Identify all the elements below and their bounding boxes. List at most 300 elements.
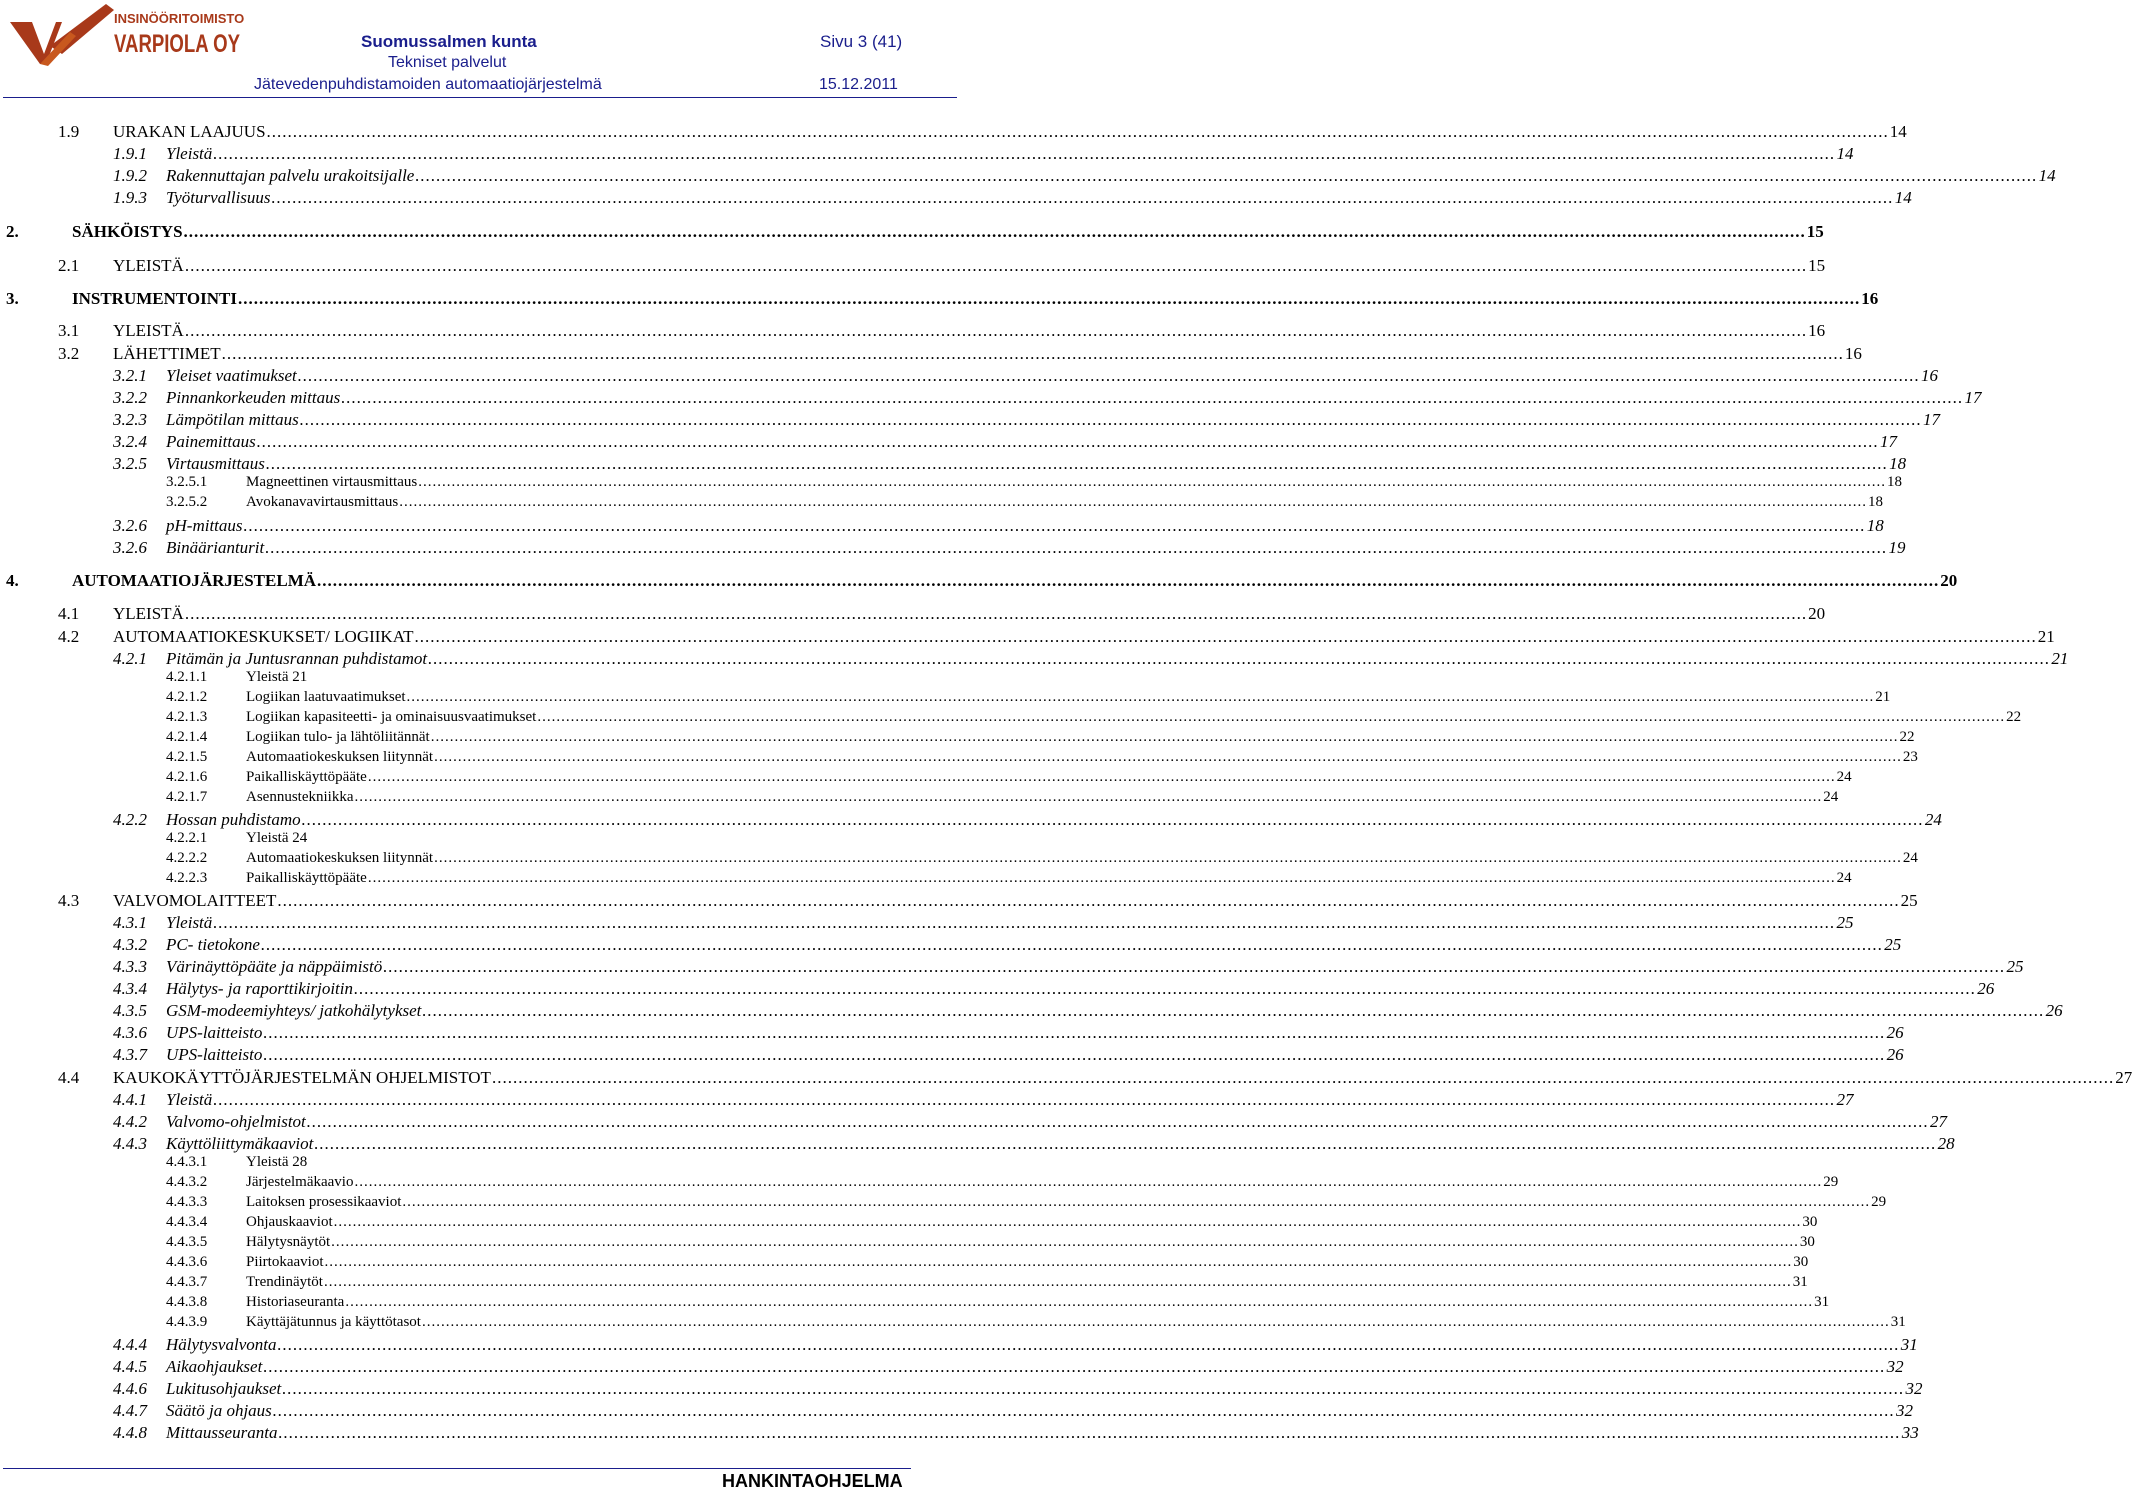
toc-entry-page: 32 xyxy=(1886,1357,1904,1376)
toc-dot-leader xyxy=(345,1294,1813,1311)
toc-dot-leader xyxy=(334,1214,1802,1231)
toc-entry-number: 1.9.2 xyxy=(113,166,147,185)
toc-entry-number: 4.4.3.3 xyxy=(166,1194,208,1210)
toc-entry[interactable] xyxy=(0,604,1826,626)
toc-entry-page: 21 xyxy=(2037,627,2055,646)
toc-entry[interactable] xyxy=(0,979,1995,1001)
toc-entry-title: Pinnankorkeuden mittaus xyxy=(166,388,341,407)
toc-entry-page: 16 xyxy=(1921,366,1939,385)
toc-entry-number: 3.1 xyxy=(58,321,80,340)
toc-entry-title: Järjestelmäkaavio xyxy=(246,1174,354,1190)
toc-entry[interactable] xyxy=(0,474,1902,496)
toc-dot-leader xyxy=(422,1314,1890,1331)
toc-dot-leader xyxy=(244,516,1866,536)
toc-entry-page: 14 xyxy=(2038,166,2056,185)
toc-entry-title: Lämpötilan mittaus xyxy=(166,410,299,429)
toc-entry[interactable] xyxy=(0,689,1891,711)
toc-entry-number: 4.3.2 xyxy=(113,935,147,954)
toc-entry-page: 26 xyxy=(1886,1045,1904,1064)
toc-entry-title: PC- tietokone xyxy=(166,935,260,954)
toc-entry-page: 31 xyxy=(1900,1335,1918,1354)
toc-entry-page: 15 xyxy=(1808,256,1826,275)
toc-entry[interactable] xyxy=(0,1154,960,1176)
toc-entry[interactable] xyxy=(0,1423,1919,1445)
toc-entry[interactable] xyxy=(0,454,1907,476)
toc-dot-leader xyxy=(185,604,1807,624)
toc-entry-number: 4.2.1.1 xyxy=(166,669,208,685)
toc-entry-page: 27 xyxy=(2115,1068,2132,1087)
toc-dot-leader xyxy=(341,388,1963,408)
toc-entry-title: INSTRUMENTOINTI xyxy=(72,289,238,308)
toc-entry[interactable] xyxy=(0,1023,1904,1045)
toc-entry[interactable] xyxy=(0,1134,1955,1156)
toc-dot-leader xyxy=(324,1274,1792,1291)
toc-entry-number: 4.4.2 xyxy=(113,1112,147,1131)
toc-entry-title: SÄHKÖISTYS xyxy=(72,222,183,241)
toc-entry-title: Piirtokaaviot xyxy=(246,1254,324,1270)
toc-dot-leader xyxy=(267,122,1889,142)
toc-entry[interactable] xyxy=(0,516,1884,538)
toc-entry-number: 4.2.1.7 xyxy=(166,789,208,805)
toc-dot-leader xyxy=(277,891,1899,911)
toc-entry-title: Hossan puhdistamo xyxy=(166,810,301,829)
toc-entry[interactable] xyxy=(0,388,1982,410)
toc-entry[interactable] xyxy=(0,494,1883,516)
toc-entry-page: 25 xyxy=(2006,957,2024,976)
toc-entry-title: Yleistä 28 xyxy=(246,1154,308,1170)
toc-entry-page: 14 xyxy=(1889,122,1907,141)
toc-entry-page: 17 xyxy=(1964,388,1982,407)
toc-entry-page: 15 xyxy=(1806,222,1824,241)
toc-entry-page: 31 xyxy=(1890,1314,1906,1330)
toc-entry[interactable] xyxy=(0,850,1918,872)
toc-entry[interactable] xyxy=(0,1001,2063,1023)
toc-entry-title: Automaatiokeskuksen liitynnät xyxy=(246,850,434,866)
toc-entry-title: Yleiset vaatimukset xyxy=(166,366,297,385)
toc-dot-leader xyxy=(298,366,1920,386)
toc-dot-leader xyxy=(418,474,1886,491)
toc-entry[interactable] xyxy=(0,789,1839,811)
toc-entry[interactable] xyxy=(0,1214,1818,1236)
toc-entry-page: 22 xyxy=(1899,729,1915,745)
toc-entry-number: 4.4.5 xyxy=(113,1357,147,1376)
toc-dot-leader xyxy=(431,729,1899,746)
toc-entry-number: 4.4.3.4 xyxy=(166,1214,208,1230)
toc-entry-page: 24 xyxy=(1924,810,1942,829)
toc-entry[interactable] xyxy=(0,289,1879,311)
toc-entry[interactable] xyxy=(0,1401,1914,1423)
toc-dot-leader xyxy=(383,957,2005,977)
toc-entry-number: 4.4.3.9 xyxy=(166,1314,208,1330)
toc-dot-leader xyxy=(434,850,1902,867)
toc-entry-title: GSM-modeemiyhteys/ jatkohälytykset xyxy=(166,1001,422,1020)
toc-entry[interactable] xyxy=(0,144,1854,166)
toc-dot-leader xyxy=(414,627,2036,647)
toc-entry[interactable] xyxy=(0,1045,1904,1067)
toc-dot-leader xyxy=(277,1335,1899,1355)
toc-entry-page: 25 xyxy=(1836,913,1854,932)
toc-entry-title: Paikalliskäyttöpääte xyxy=(246,769,367,785)
toc-entry-page: 17 xyxy=(1879,432,1897,451)
toc-entry-number: 3.2.5 xyxy=(113,454,147,473)
toc-entry-page: 20 xyxy=(1940,571,1958,590)
toc-entry-title: Asennustekniikka xyxy=(246,789,354,805)
toc-entry-page: 24 xyxy=(1823,789,1839,805)
toc-entry-number: 4.4.3.6 xyxy=(166,1254,208,1270)
toc-entry-title: Mittausseuranta xyxy=(166,1423,278,1442)
toc-entry-number: 4.4.1 xyxy=(113,1090,147,1109)
toc-entry[interactable] xyxy=(0,366,1939,388)
toc-entry[interactable] xyxy=(0,627,2055,649)
toc-entry[interactable] xyxy=(0,935,1902,957)
toc-entry-page: 24 xyxy=(1836,769,1852,785)
toc-entry-number: 4. xyxy=(6,571,19,590)
toc-entry-page: 14 xyxy=(1894,188,1912,207)
toc-entry-page: 21 xyxy=(1875,689,1891,705)
toc-entry-title: Paikalliskäyttöpääte xyxy=(246,870,367,886)
toc-dot-leader xyxy=(407,689,1875,706)
toc-entry[interactable] xyxy=(0,709,2022,731)
toc-entry[interactable] xyxy=(0,1379,1923,1401)
toc-entry-number: 4.2.1.2 xyxy=(166,689,208,705)
toc-entry[interactable] xyxy=(0,166,2056,188)
toc-entry[interactable] xyxy=(0,188,1912,210)
toc-entry[interactable] xyxy=(0,830,960,852)
department-name: Tekniset palvelut xyxy=(388,54,507,71)
toc-entry-title: YLEISTÄ xyxy=(113,256,184,275)
toc-entry-page: 27 xyxy=(1836,1090,1854,1109)
toc-dot-leader xyxy=(537,709,2005,726)
toc-entry-number: 4.2.2.1 xyxy=(166,830,208,846)
toc-entry-number: 4.3.7 xyxy=(113,1045,147,1064)
toc-entry-number: 4.3.3 xyxy=(113,957,147,976)
toc-entry-number: 4.2 xyxy=(58,627,80,646)
toc-entry-title: Yleistä xyxy=(166,913,213,932)
toc-dot-leader xyxy=(354,789,1822,806)
toc-entry-title: Logiikan laatuvaatimukset xyxy=(246,689,406,705)
toc-entry-title: Historiaseuranta xyxy=(246,1294,345,1310)
toc-entry[interactable] xyxy=(0,344,1862,366)
toc-entry-number: 4.2.1 xyxy=(113,649,147,668)
toc-entry-page: 16 xyxy=(1844,344,1862,363)
toc-entry[interactable] xyxy=(0,538,1906,560)
toc-dot-leader xyxy=(354,979,1976,999)
toc-entry-page: 25 xyxy=(1900,891,1918,910)
footer-label: HANKINTAOHJELMA xyxy=(722,1471,903,1491)
toc-entry-page: 20 xyxy=(1808,604,1826,623)
toc-entry-page: 33 xyxy=(1901,1423,1919,1442)
toc-entry-title: Logiikan tulo- ja lähtöliitännät xyxy=(246,729,430,745)
toc-entry-title: Hälytys- ja raporttikirjoitin xyxy=(166,979,353,998)
toc-entry-number: 4.1 xyxy=(58,604,80,623)
toc-entry-number: 4.4.8 xyxy=(113,1423,147,1442)
toc-dot-leader xyxy=(331,1234,1799,1251)
document-title: Jätevedenpuhdistamoiden automaatiojärjestelmä xyxy=(254,76,602,93)
toc-dot-leader xyxy=(415,166,2037,186)
toc-entry-page: 18 xyxy=(1889,454,1907,473)
toc-entry-page: 14 xyxy=(1836,144,1854,163)
toc-entry-page: 31 xyxy=(1814,1294,1830,1310)
toc-entry-title: VALVOMOLAITTEET xyxy=(113,891,277,910)
toc-entry[interactable] xyxy=(0,913,1854,935)
toc-entry[interactable] xyxy=(0,769,1852,791)
toc-entry-title: Käyttäjätunnus ja käyttötasot xyxy=(246,1314,421,1330)
toc-entry-title: Virtausmittaus xyxy=(166,454,265,473)
toc-entry-page: 23 xyxy=(1902,749,1918,765)
toc-entry-title: Logiikan kapasiteetti- ja ominaisuusvaatimukset xyxy=(246,709,537,725)
toc-entry-page: 26 xyxy=(1886,1023,1904,1042)
company-logo xyxy=(10,2,245,68)
toc-dot-leader xyxy=(278,1423,1900,1443)
toc-entry-title: AUTOMAATIOJÄRJESTELMÄ xyxy=(72,571,317,590)
svg-text:VARPIOLA OY: VARPIOLA OY xyxy=(114,30,241,58)
toc-entry-number: 3.2.5.2 xyxy=(166,494,208,510)
toc-entry-number: 4.3.5 xyxy=(113,1001,147,1020)
toc-entry[interactable] xyxy=(0,1090,1854,1112)
toc-entry[interactable] xyxy=(0,810,1942,832)
toc-entry-title: Värinäyttöpääte ja näppäimistö xyxy=(166,957,383,976)
document-date: 15.12.2011 xyxy=(819,76,898,93)
toc-entry-page: 25 xyxy=(1884,935,1902,954)
toc-entry-number: 3.2.6 xyxy=(113,538,147,557)
toc-entry-number: 3.2.5.1 xyxy=(166,474,208,490)
toc-entry-title: Rakennuttajan palvelu urakoitsijalle xyxy=(166,166,415,185)
toc-entry-title: pH-mittaus xyxy=(166,516,243,535)
footer-divider xyxy=(3,1468,911,1469)
toc-entry-title: URAKAN LAAJUUS xyxy=(113,122,266,141)
toc-entry-title: Yleistä xyxy=(166,144,213,163)
toc-dot-leader xyxy=(422,1001,2044,1021)
toc-entry[interactable] xyxy=(0,571,1958,593)
toc-entry-title: Yleistä 24 xyxy=(246,830,308,846)
organization-name: Suomussalmen kunta xyxy=(361,32,537,51)
toc-entry-number: 4.4.3.5 xyxy=(166,1234,208,1250)
toc-entry-page: 28 xyxy=(1937,1134,1955,1153)
toc-entry-number: 4.3 xyxy=(58,891,80,910)
toc-entry-number: 3.2 xyxy=(58,344,80,363)
toc-entry-title: Säätö ja ohjaus xyxy=(166,1401,272,1420)
toc-entry-page: 29 xyxy=(1871,1194,1887,1210)
toc-entry[interactable] xyxy=(0,749,1918,771)
toc-entry-number: 4.4 xyxy=(58,1068,80,1087)
toc-entry-title: Yleistä 21 xyxy=(246,669,308,685)
toc-entry-page: 19 xyxy=(1888,538,1906,557)
page-header xyxy=(0,0,960,100)
toc-dot-leader xyxy=(428,649,2050,669)
toc-entry-number: 4.2.1.4 xyxy=(166,729,208,745)
toc-entry[interactable] xyxy=(0,1294,1830,1316)
toc-entry-number: 3.2.3 xyxy=(113,410,147,429)
toc-entry[interactable] xyxy=(0,1254,1809,1276)
toc-entry-title: YLEISTÄ xyxy=(113,604,184,623)
toc-entry-title: LÄHETTIMET xyxy=(113,344,221,363)
toc-dot-leader xyxy=(263,1045,1885,1065)
toc-entry-page: 18 xyxy=(1867,494,1883,510)
toc-dot-leader xyxy=(314,1134,1936,1154)
toc-dot-leader xyxy=(273,1401,1895,1421)
toc-entry-title: Painemittaus xyxy=(166,432,256,451)
toc-entry-title: KAUKOKÄYTTÖJÄRJESTELMÄN OHJELMISTOT xyxy=(113,1068,491,1087)
toc-entry[interactable] xyxy=(0,957,2024,979)
toc-entry[interactable] xyxy=(0,256,1826,278)
toc-entry-number: 4.2.2.2 xyxy=(166,850,208,866)
toc-entry-number: 4.3.1 xyxy=(113,913,147,932)
toc-entry-page: 18 xyxy=(1866,516,1884,535)
header-divider xyxy=(3,97,957,98)
toc-entry-number: 4.4.3.2 xyxy=(166,1174,208,1190)
toc-entry-title: Hälytysvalvonta xyxy=(166,1335,277,1354)
toc-entry[interactable] xyxy=(0,122,1907,144)
toc-entry[interactable] xyxy=(0,870,1852,892)
toc-entry-number: 4.2.1.3 xyxy=(166,709,208,725)
toc-entry-number: 4.3.6 xyxy=(113,1023,147,1042)
toc-entry-title: UPS-laitteisto xyxy=(166,1045,263,1064)
toc-entry-title: AUTOMAATIOKESKUKSET/ LOGIIKAT xyxy=(113,627,414,646)
toc-entry-title: Yleistä xyxy=(166,1090,213,1109)
toc-entry-page: 22 xyxy=(2006,709,2022,725)
toc-dot-leader xyxy=(300,410,1922,430)
toc-entry-page: 32 xyxy=(1896,1401,1914,1420)
page-number: Sivu 3 (41) xyxy=(820,32,903,51)
toc-dot-leader xyxy=(266,454,1888,474)
toc-entry-title: Valvomo-ohjelmistot xyxy=(166,1112,306,1131)
toc-entry[interactable] xyxy=(0,1112,1948,1134)
toc-entry-title: Binäärianturit xyxy=(166,538,265,557)
toc-dot-leader xyxy=(263,1357,1885,1377)
toc-entry-title: UPS-laitteisto xyxy=(166,1023,263,1042)
toc-entry[interactable] xyxy=(0,729,1915,751)
toc-dot-leader xyxy=(184,222,1806,242)
toc-entry-page: 21 xyxy=(2051,649,2069,668)
toc-entry[interactable] xyxy=(0,1194,1887,1216)
toc-entry-page: 31 xyxy=(1792,1274,1808,1290)
toc-dot-leader xyxy=(302,810,1924,830)
toc-entry-number: 3. xyxy=(6,289,19,308)
toc-entry-page: 26 xyxy=(1977,979,1995,998)
toc-entry-title: Avokanavavirtausmittaus xyxy=(246,494,399,510)
toc-entry-number: 4.2.1.5 xyxy=(166,749,208,765)
toc-dot-leader xyxy=(257,432,1879,452)
toc-dot-leader xyxy=(213,1090,1835,1110)
toc-entry-page: 32 xyxy=(1905,1379,1923,1398)
toc-entry[interactable] xyxy=(0,1174,1839,1196)
toc-dot-leader xyxy=(492,1068,2114,1088)
toc-entry-page: 30 xyxy=(1802,1214,1818,1230)
toc-dot-leader xyxy=(272,188,1894,208)
toc-dot-leader xyxy=(185,321,1807,341)
toc-dot-leader xyxy=(222,344,1844,364)
toc-entry-page: 18 xyxy=(1886,474,1902,490)
toc-dot-leader xyxy=(434,749,1902,766)
toc-entry[interactable] xyxy=(0,1274,1808,1296)
toc-entry-page: 27 xyxy=(1930,1112,1948,1131)
toc-entry-title: Automaatiokeskuksen liitynnät xyxy=(246,749,434,765)
toc-entry-number: 2.1 xyxy=(58,256,80,275)
toc-dot-leader xyxy=(307,1112,1929,1132)
toc-entry[interactable] xyxy=(0,321,1826,343)
toc-entry-number: 3.2.2 xyxy=(113,388,147,407)
toc-entry[interactable] xyxy=(0,1335,1918,1357)
toc-entry-number: 4.4.3.1 xyxy=(166,1154,208,1170)
toc-dot-leader xyxy=(399,494,1867,511)
toc-entry-page: 30 xyxy=(1793,1254,1809,1270)
toc-dot-leader xyxy=(265,538,1887,558)
toc-entry-page: 24 xyxy=(1902,850,1918,866)
toc-entry-number: 4.2.2.3 xyxy=(166,870,208,886)
toc-entry-number: 4.4.3 xyxy=(113,1134,147,1153)
toc-entry-title: Hälytysnäytöt xyxy=(246,1234,331,1250)
toc-entry[interactable] xyxy=(0,891,1918,913)
toc-entry[interactable] xyxy=(0,432,1897,454)
toc-entry-title: Käyttöliittymäkaaviot xyxy=(166,1134,314,1153)
toc-entry-number: 4.2.1.6 xyxy=(166,769,208,785)
toc-entry[interactable] xyxy=(0,1357,1904,1379)
toc-entry-title: Trendinäytöt xyxy=(246,1274,323,1290)
toc-dot-leader xyxy=(368,870,1836,887)
toc-entry[interactable] xyxy=(0,669,960,691)
toc-entry-number: 4.4.6 xyxy=(113,1379,147,1398)
toc-dot-leader xyxy=(282,1379,1904,1399)
toc-entry[interactable] xyxy=(0,1068,2132,1090)
toc-entry-title: Lukitusohjaukset xyxy=(166,1379,282,1398)
toc-dot-leader xyxy=(263,1023,1885,1043)
svg-text:INSINÖÖRITOIMISTO: INSINÖÖRITOIMISTO xyxy=(114,11,245,26)
toc-entry-number: 4.4.3.7 xyxy=(166,1274,208,1290)
toc-entry-title: Työturvallisuus xyxy=(166,188,271,207)
toc-entry[interactable] xyxy=(0,649,2069,671)
toc-entry-page: 30 xyxy=(1799,1234,1815,1250)
toc-entry[interactable] xyxy=(0,1234,1815,1256)
toc-entry[interactable] xyxy=(0,410,1940,432)
toc-entry-page: 24 xyxy=(1836,870,1852,886)
toc-entry-title: Aikaohjaukset xyxy=(166,1357,263,1376)
toc-entry-number: 1.9.3 xyxy=(113,188,147,207)
toc-entry-number: 1.9 xyxy=(58,122,80,141)
toc-entry-title: Laitoksen prosessikaaviot xyxy=(246,1194,402,1210)
toc-entry-number: 4.3.4 xyxy=(113,979,147,998)
toc-entry-title: YLEISTÄ xyxy=(113,321,184,340)
toc-dot-leader xyxy=(354,1174,1822,1191)
toc-entry-title: Magneettinen virtausmittaus xyxy=(246,474,418,490)
toc-entry-number: 3.2.1 xyxy=(113,366,147,385)
toc-dot-leader xyxy=(261,935,1883,955)
toc-entry-number: 2. xyxy=(6,222,19,241)
toc-dot-leader xyxy=(213,144,1835,164)
toc-entry-page: 16 xyxy=(1861,289,1879,308)
toc-entry-title: Pitämän ja Juntusrannan puhdistamot xyxy=(166,649,428,668)
toc-dot-leader xyxy=(317,571,1939,591)
toc-dot-leader xyxy=(368,769,1836,786)
toc-entry-number: 4.4.7 xyxy=(113,1401,147,1420)
toc-dot-leader xyxy=(213,913,1835,933)
toc-entry-page: 16 xyxy=(1808,321,1826,340)
toc-entry-number: 3.2.4 xyxy=(113,432,147,451)
toc-dot-leader xyxy=(402,1194,1870,1211)
toc-entry-page: 29 xyxy=(1823,1174,1839,1190)
toc-entry-number: 1.9.1 xyxy=(113,144,147,163)
toc-entry-page: 17 xyxy=(1922,410,1940,429)
toc-entry-number: 3.2.6 xyxy=(113,516,147,535)
toc-entry-number: 4.4.4 xyxy=(113,1335,147,1354)
toc-dot-leader xyxy=(238,289,1860,309)
toc-entry[interactable] xyxy=(0,1314,1906,1336)
toc-entry-page: 26 xyxy=(2045,1001,2063,1020)
toc-entry[interactable] xyxy=(0,222,1824,244)
toc-entry-title: Ohjauskaaviot xyxy=(246,1214,333,1230)
toc-entry-number: 4.4.3.8 xyxy=(166,1294,208,1310)
toc-entry-number: 4.2.2 xyxy=(113,810,147,829)
toc-dot-leader xyxy=(325,1254,1793,1271)
